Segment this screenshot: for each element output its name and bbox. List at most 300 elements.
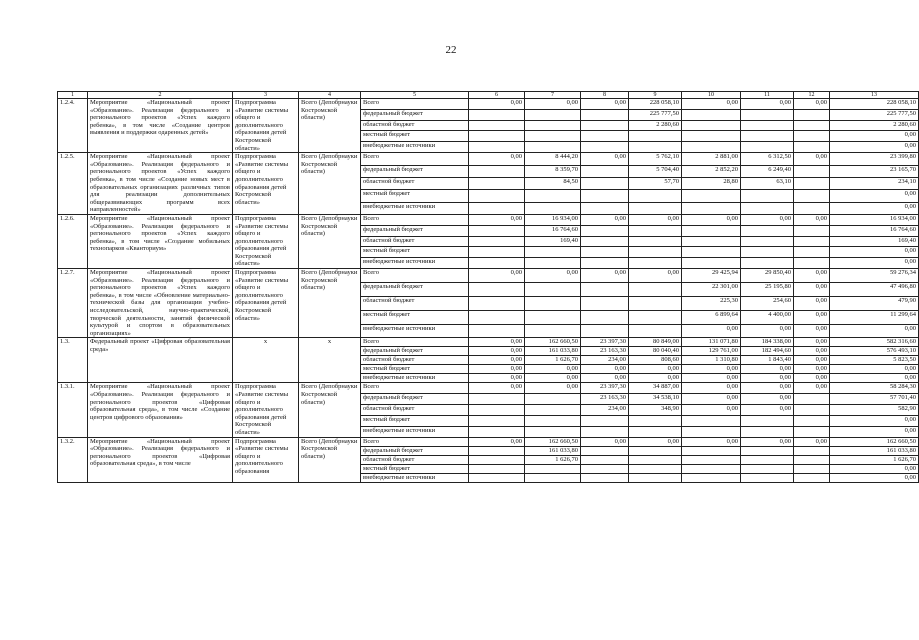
amount-cell: 0,00	[682, 365, 741, 374]
amount-cell	[469, 225, 525, 236]
amount-cell: 0,00	[830, 258, 919, 269]
amount-cell: 0,00	[794, 374, 830, 383]
amount-cell: 0,00	[469, 99, 525, 110]
amount-cell	[469, 282, 525, 296]
amount-cell: 0,00	[469, 214, 525, 225]
amount-cell: 16 934,00	[830, 214, 919, 225]
amount-cell	[682, 131, 741, 142]
amount-cell	[581, 177, 629, 189]
amount-cell: 0,00	[794, 153, 830, 165]
amount-cell: 23 163,30	[581, 394, 629, 405]
amount-cell: 0,00	[794, 282, 830, 296]
amount-cell: 182 494,60	[741, 347, 794, 356]
amount-cell: 0,00	[830, 324, 919, 338]
amount-cell: 0,00	[581, 437, 629, 446]
amount-cell: 0,00	[629, 365, 682, 374]
amount-cell: 0,00	[830, 426, 919, 437]
column-number: 1	[58, 92, 88, 99]
amount-cell: 0,00	[741, 214, 794, 225]
amount-cell	[629, 324, 682, 338]
amount-cell	[629, 464, 682, 473]
amount-cell	[682, 415, 741, 426]
amount-cell	[629, 415, 682, 426]
amount-cell	[682, 225, 741, 236]
amount-cell: 234,00	[581, 405, 629, 416]
amount-cell	[682, 236, 741, 247]
amount-cell: 0,00	[469, 356, 525, 365]
amount-cell	[794, 225, 830, 236]
funding-source: внебюджетные источники	[361, 142, 469, 153]
amount-cell: 0,00	[682, 374, 741, 383]
amount-cell	[682, 120, 741, 131]
amount-cell	[794, 394, 830, 405]
funding-source: внебюджетные источники	[361, 374, 469, 383]
table-row	[58, 383, 919, 394]
column-number: 8	[581, 92, 629, 99]
amount-cell	[581, 473, 629, 482]
amount-cell: 2 852,20	[682, 165, 741, 177]
amount-cell: 23 165,70	[830, 165, 919, 177]
measure-name: Мероприятие «Национальный проект «Образование». Реализация федерального и регионального проектов «Цифровая образовательная среда», в том числе «Создание центров цифрового образования»	[88, 383, 233, 437]
amount-cell: 63,10	[741, 177, 794, 189]
amount-cell: 0,00	[469, 437, 525, 446]
amount-cell	[741, 247, 794, 258]
amount-cell	[629, 296, 682, 310]
amount-cell	[469, 258, 525, 269]
funding-source: местный бюджет	[361, 415, 469, 426]
funding-source: областной бюджет	[361, 356, 469, 365]
amount-cell	[682, 190, 741, 202]
measure-name: Федеральный проект «Цифровая образовательная среда»	[88, 338, 233, 383]
amount-cell: 162 660,50	[525, 437, 581, 446]
amount-cell	[794, 464, 830, 473]
amount-cell: 0,00	[682, 99, 741, 110]
funding-source: местный бюджет	[361, 131, 469, 142]
measure-name: Мероприятие «Национальный проект «Образование». Реализация федерального и регионального проектов «Успех каждого ребенка», в том числе «Обновление материально-технической базы для организации учебно-исследовательской, научно-практической, творческой деятельности, занятий физической культурой и спортом в образовательных организациях»	[88, 269, 233, 338]
table-row	[58, 338, 919, 347]
amount-cell	[629, 455, 682, 464]
amount-cell	[469, 177, 525, 189]
table-row	[58, 214, 919, 225]
amount-cell	[629, 142, 682, 153]
amount-cell	[794, 405, 830, 416]
measure-name: Мероприятие «Национальный проект «Образование». Реализация федерального и регионального проектов «Успех каждого ребенка», в том числе «Создание новых мест в образовательных организациях различных типов для реализации дополнительных общеразвивающих программ всех направленностей»	[88, 153, 233, 215]
amount-cell: 11 299,64	[830, 310, 919, 324]
amount-cell: 161 033,80	[525, 347, 581, 356]
amount-cell: 0,00	[682, 405, 741, 416]
funding-source: областной бюджет	[361, 236, 469, 247]
amount-cell	[469, 405, 525, 416]
amount-cell	[741, 109, 794, 120]
amount-cell: 1 626,70	[525, 356, 581, 365]
amount-cell: 169,40	[525, 236, 581, 247]
amount-cell: 0,00	[629, 374, 682, 383]
amount-cell	[525, 473, 581, 482]
amount-cell	[629, 258, 682, 269]
amount-cell: 0,00	[830, 142, 919, 153]
amount-cell: 23 397,30	[581, 338, 629, 347]
amount-cell	[741, 142, 794, 153]
amount-cell	[629, 247, 682, 258]
amount-cell	[525, 120, 581, 131]
amount-cell: 0,00	[469, 269, 525, 283]
amount-cell: 0,00	[794, 269, 830, 283]
amount-cell: 0,00	[469, 383, 525, 394]
amount-cell	[682, 247, 741, 258]
amount-cell: 162 660,50	[525, 338, 581, 347]
executor: Всего (Депобрнауки Костромской области)	[299, 437, 361, 482]
column-number: 3	[233, 92, 299, 99]
amount-cell: 5 704,40	[629, 165, 682, 177]
amount-cell	[629, 310, 682, 324]
amount-cell	[794, 247, 830, 258]
amount-cell	[741, 426, 794, 437]
amount-cell	[794, 109, 830, 120]
column-number: 4	[299, 92, 361, 99]
funding-source: местный бюджет	[361, 247, 469, 258]
amount-cell	[794, 165, 830, 177]
amount-cell	[794, 131, 830, 142]
amount-cell: 0,00	[741, 99, 794, 110]
amount-cell	[469, 415, 525, 426]
amount-cell: 479,90	[830, 296, 919, 310]
amount-cell: 184 338,00	[741, 338, 794, 347]
amount-cell: 0,00	[741, 405, 794, 416]
amount-cell: 0,00	[581, 365, 629, 374]
amount-cell	[741, 236, 794, 247]
column-number: 6	[469, 92, 525, 99]
amount-cell	[794, 236, 830, 247]
amount-cell	[469, 426, 525, 437]
amount-cell: 0,00	[629, 269, 682, 283]
funding-source: федеральный бюджет	[361, 109, 469, 120]
amount-cell	[525, 109, 581, 120]
amount-cell: 0,00	[581, 214, 629, 225]
subprogram: Подпрограмма «Развитие системы общего и дополнительного образования детей Костромской области»	[233, 383, 299, 437]
amount-cell	[581, 247, 629, 258]
amount-cell: 0,00	[830, 202, 919, 214]
amount-cell	[469, 247, 525, 258]
executor: х	[299, 338, 361, 383]
funding-source: областной бюджет	[361, 296, 469, 310]
measure-number: 1.3.	[58, 338, 88, 383]
amount-cell	[525, 394, 581, 405]
amount-cell: 80 040,40	[629, 347, 682, 356]
amount-cell: 34 538,10	[629, 394, 682, 405]
measure-number: 1.3.1.	[58, 383, 88, 437]
amount-cell: 131 071,80	[682, 338, 741, 347]
amount-cell: 16 934,00	[525, 214, 581, 225]
amount-cell: 0,00	[794, 310, 830, 324]
amount-cell	[794, 190, 830, 202]
amount-cell	[469, 464, 525, 473]
executor: Всего (Депобрнауки Костромской области)	[299, 214, 361, 268]
amount-cell	[682, 142, 741, 153]
amount-cell	[794, 120, 830, 131]
amount-cell	[525, 190, 581, 202]
amount-cell: 16 764,60	[525, 225, 581, 236]
funding-source: федеральный бюджет	[361, 394, 469, 405]
amount-cell	[581, 296, 629, 310]
amount-cell	[794, 415, 830, 426]
executor: Всего (Депобрнауки Костромской области)	[299, 383, 361, 437]
amount-cell	[469, 202, 525, 214]
funding-source: областной бюджет	[361, 177, 469, 189]
amount-cell: 59 276,34	[830, 269, 919, 283]
amount-cell	[741, 464, 794, 473]
amount-cell: 0,00	[830, 464, 919, 473]
funding-source: внебюджетные источники	[361, 258, 469, 269]
amount-cell: 4 400,00	[741, 310, 794, 324]
executor: Всего (Депобрнауки Костромской области)	[299, 269, 361, 338]
table-row	[58, 99, 919, 110]
amount-cell: 0,00	[581, 153, 629, 165]
amount-cell: 0,00	[741, 394, 794, 405]
amount-cell: 808,60	[629, 356, 682, 365]
funding-source: местный бюджет	[361, 365, 469, 374]
amount-cell	[469, 296, 525, 310]
funding-source: Всего	[361, 269, 469, 283]
amount-cell	[525, 426, 581, 437]
amount-cell: 5 823,50	[830, 356, 919, 365]
amount-cell: 0,00	[525, 269, 581, 283]
amount-cell: 6 249,40	[741, 165, 794, 177]
funding-source: областной бюджет	[361, 455, 469, 464]
amount-cell: 162 660,50	[830, 437, 919, 446]
amount-cell	[629, 426, 682, 437]
amount-cell	[741, 202, 794, 214]
amount-cell: 161 033,80	[525, 446, 581, 455]
funding-source: федеральный бюджет	[361, 165, 469, 177]
column-number: 7	[525, 92, 581, 99]
amount-cell: 6 899,64	[682, 310, 741, 324]
table-row	[58, 269, 919, 283]
column-number: 10	[682, 92, 741, 99]
executor: Всего (Депобрнауки Костромской области)	[299, 99, 361, 153]
amount-cell	[581, 464, 629, 473]
amount-cell	[469, 394, 525, 405]
amount-cell: 225 777,50	[830, 109, 919, 120]
amount-cell	[581, 142, 629, 153]
amount-cell: 0,00	[525, 383, 581, 394]
amount-cell	[581, 202, 629, 214]
amount-cell	[682, 426, 741, 437]
amount-cell: 0,00	[682, 214, 741, 225]
amount-cell: 1 626,70	[830, 455, 919, 464]
funding-source: Всего	[361, 383, 469, 394]
amount-cell: 0,00	[830, 365, 919, 374]
amount-cell: 47 496,80	[830, 282, 919, 296]
amount-cell	[794, 473, 830, 482]
funding-source: внебюджетные источники	[361, 324, 469, 338]
funding-source: внебюджетные источники	[361, 426, 469, 437]
amount-cell	[581, 258, 629, 269]
measure-name: Мероприятие «Национальный проект «Образование». Реализация федерального и регионального проектов «Цифровая образовательная среда», в том числе	[88, 437, 233, 482]
amount-cell: 57,70	[629, 177, 682, 189]
amount-cell	[629, 236, 682, 247]
amount-cell: 0,00	[794, 347, 830, 356]
amount-cell	[581, 446, 629, 455]
funding-source: областной бюджет	[361, 120, 469, 131]
amount-cell	[581, 225, 629, 236]
amount-cell: 0,00	[581, 99, 629, 110]
measure-name: Мероприятие «Национальный проект «Образование». Реализация федерального и регионального проектов «Успех каждого ребенка», в том числе «Создание центров выявления и поддержки одаренных детей»	[88, 99, 233, 153]
amount-cell: 348,90	[629, 405, 682, 416]
funding-source: Всего	[361, 338, 469, 347]
column-number: 12	[794, 92, 830, 99]
amount-cell	[581, 165, 629, 177]
amount-cell	[469, 165, 525, 177]
amount-cell	[794, 177, 830, 189]
amount-cell	[629, 190, 682, 202]
amount-cell: 0,00	[830, 247, 919, 258]
amount-cell: 0,00	[581, 269, 629, 283]
amount-cell: 228 058,10	[830, 99, 919, 110]
amount-cell: 0,00	[469, 365, 525, 374]
amount-cell: 0,00	[830, 131, 919, 142]
amount-cell: 0,00	[794, 99, 830, 110]
amount-cell	[525, 296, 581, 310]
amount-cell: 0,00	[469, 374, 525, 383]
measure-name: Мероприятие «Национальный проект «Образование». Реализация федерального и регионального проектов «Успех каждого ребенка», в том числе «Создание мобильных технопарков «Кванториум»	[88, 214, 233, 268]
amount-cell	[581, 415, 629, 426]
amount-cell: 0,00	[525, 99, 581, 110]
amount-cell: 0,00	[629, 437, 682, 446]
amount-cell	[525, 247, 581, 258]
funding-source: Всего	[361, 99, 469, 110]
amount-cell	[629, 473, 682, 482]
amount-cell	[741, 258, 794, 269]
amount-cell	[581, 324, 629, 338]
amount-cell	[525, 142, 581, 153]
subprogram: Подпрограмма «Развитие системы общего и дополнительного образования детей Костромской области»	[233, 153, 299, 215]
budget-table	[57, 91, 919, 483]
amount-cell: 169,40	[830, 236, 919, 247]
amount-cell	[629, 202, 682, 214]
amount-cell: 0,00	[469, 153, 525, 165]
amount-cell: 0,00	[525, 374, 581, 383]
amount-cell	[581, 109, 629, 120]
amount-cell	[525, 258, 581, 269]
amount-cell	[469, 236, 525, 247]
amount-cell: 1 310,80	[682, 356, 741, 365]
amount-cell: 23 397,30	[581, 383, 629, 394]
amount-cell	[682, 464, 741, 473]
amount-cell: 0,00	[469, 338, 525, 347]
amount-cell: 80 849,00	[629, 338, 682, 347]
amount-cell: 29 425,94	[682, 269, 741, 283]
amount-cell	[682, 258, 741, 269]
amount-cell: 1 843,40	[741, 356, 794, 365]
amount-cell: 0,00	[469, 347, 525, 356]
funding-source: внебюджетные источники	[361, 202, 469, 214]
subprogram: Подпрограмма «Развитие системы общего и дополнительного образования	[233, 437, 299, 482]
amount-cell	[629, 282, 682, 296]
amount-cell	[525, 310, 581, 324]
subprogram: Подпрограмма «Развитие системы общего и дополнительного образования детей Костромской области»	[233, 99, 299, 153]
amount-cell	[581, 236, 629, 247]
column-number: 9	[629, 92, 682, 99]
amount-cell	[741, 120, 794, 131]
amount-cell	[682, 446, 741, 455]
amount-cell: 25 195,80	[741, 282, 794, 296]
funding-source: местный бюджет	[361, 464, 469, 473]
amount-cell	[469, 310, 525, 324]
column-number: 13	[830, 92, 919, 99]
amount-cell: 1 626,70	[525, 455, 581, 464]
amount-cell	[741, 131, 794, 142]
page-number: 22	[445, 44, 457, 56]
amount-cell	[469, 446, 525, 455]
funding-source: федеральный бюджет	[361, 347, 469, 356]
funding-source: внебюджетные источники	[361, 473, 469, 482]
amount-cell	[525, 282, 581, 296]
funding-source: федеральный бюджет	[361, 282, 469, 296]
amount-cell: 57 701,40	[830, 394, 919, 405]
amount-cell	[741, 455, 794, 464]
amount-cell	[581, 426, 629, 437]
table-row	[58, 437, 919, 446]
amount-cell	[682, 109, 741, 120]
amount-cell	[525, 131, 581, 142]
amount-cell	[469, 473, 525, 482]
amount-cell: 0,00	[794, 338, 830, 347]
amount-cell: 161 033,80	[830, 446, 919, 455]
amount-cell: 0,00	[682, 394, 741, 405]
amount-cell: 582 316,60	[830, 338, 919, 347]
amount-cell: 0,00	[830, 190, 919, 202]
amount-cell	[469, 109, 525, 120]
measure-number: 1.2.5.	[58, 153, 88, 215]
funding-source: Всего	[361, 437, 469, 446]
amount-cell	[581, 120, 629, 131]
amount-cell	[629, 225, 682, 236]
amount-cell: 0,00	[794, 383, 830, 394]
amount-cell: 5 762,10	[629, 153, 682, 165]
column-number: 11	[741, 92, 794, 99]
amount-cell	[794, 202, 830, 214]
executor: Всего (Депобрнауки Костромской области)	[299, 153, 361, 215]
funding-source: федеральный бюджет	[361, 446, 469, 455]
amount-cell: 0,00	[794, 214, 830, 225]
measure-number: 1.2.4.	[58, 99, 88, 153]
amount-cell: 29 850,40	[741, 269, 794, 283]
amount-cell	[525, 464, 581, 473]
amount-cell	[525, 324, 581, 338]
amount-cell: 129 761,00	[682, 347, 741, 356]
amount-cell: 0,00	[741, 383, 794, 394]
amount-cell: 34 887,00	[629, 383, 682, 394]
table-row	[58, 153, 919, 165]
amount-cell: 0,00	[830, 415, 919, 426]
amount-cell	[794, 455, 830, 464]
amount-cell: 0,00	[794, 296, 830, 310]
amount-cell: 0,00	[682, 437, 741, 446]
amount-cell	[581, 190, 629, 202]
amount-cell	[741, 446, 794, 455]
amount-cell	[469, 190, 525, 202]
amount-cell: 254,60	[741, 296, 794, 310]
amount-cell: 0,00	[830, 374, 919, 383]
funding-source: федеральный бюджет	[361, 225, 469, 236]
measure-number: 1.2.6.	[58, 214, 88, 268]
amount-cell	[581, 131, 629, 142]
amount-cell: 6 312,50	[741, 153, 794, 165]
amount-cell	[794, 142, 830, 153]
amount-cell: 0,00	[682, 383, 741, 394]
amount-cell: 84,50	[525, 177, 581, 189]
amount-cell	[525, 405, 581, 416]
